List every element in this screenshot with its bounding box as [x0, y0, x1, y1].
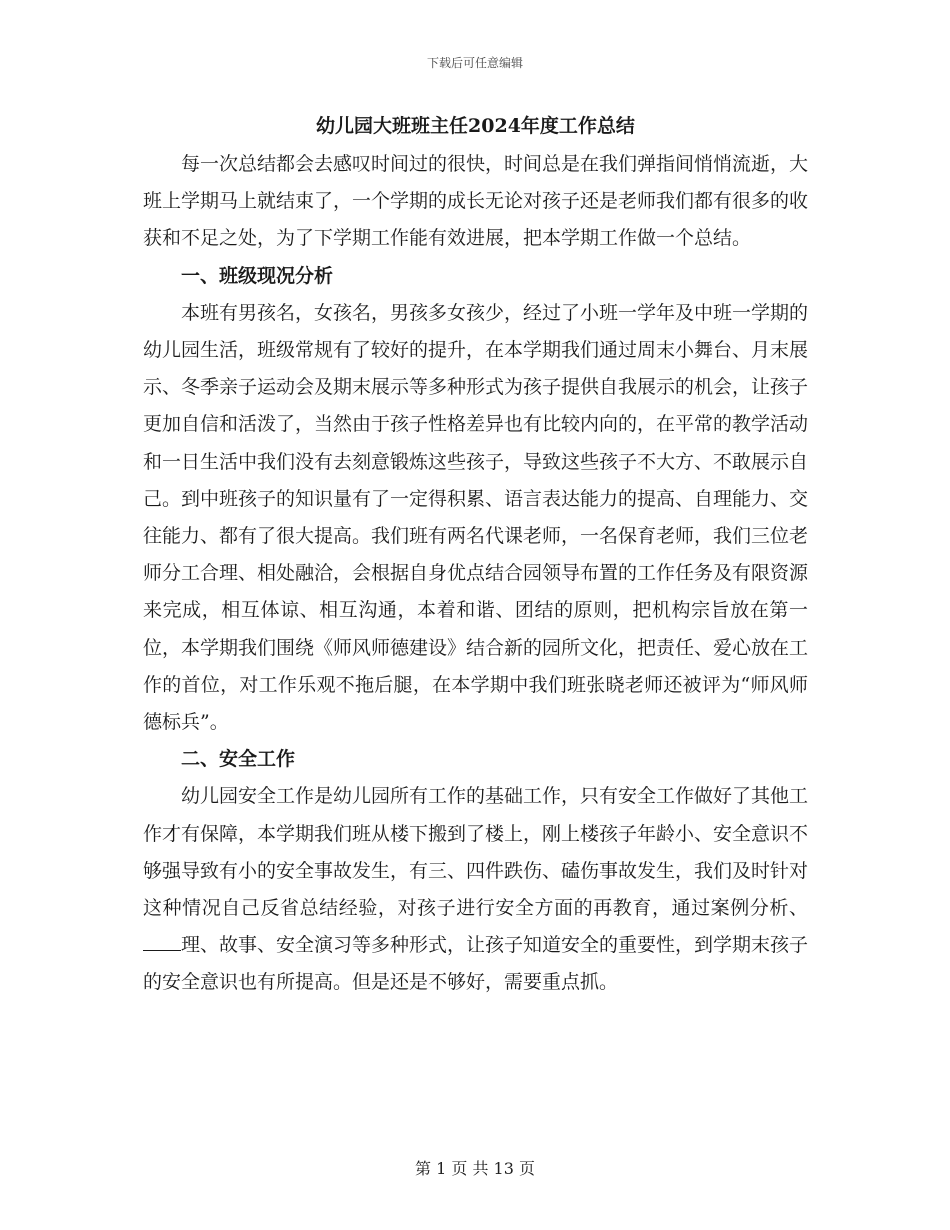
page-header-note: 下载后可任意编辑	[426, 56, 523, 70]
section-heading-class-analysis: 一、班级现况分析	[181, 264, 334, 287]
section-body-safety	[143, 778, 808, 1001]
safety-text-part-2: 理、故事、安全演习等多种形式，让孩子知道安全的重要性，到学期末孩子的安全意识也有所提高。但是还是不够好，需要重点抓。	[143, 934, 809, 994]
section-body-class-analysis: 本班有男孩名，女孩名，男孩多女孩少，经过了小班一学年及中班一学期的幼儿园生活，班级常规有了较好的提升，在本学期我们通过周末小舞台、月末展示、冬季亲子运动会及期末展示等多种形式为孩子提供自我展示的机会，让孩子更加自信和活泼了，当然由于孩子性格差异也有比较内向的，在平常的教学活动和一日生活中我们没有去刻意锻炼这些孩子，导致这些孩子不大方、不敢展示自己。到中班孩子的知识量有了一定得积累、语言表达能力的提高、自理能力、交往能力、都有了很大提高。我们班有两名代课老师，一名保育老师，我们三位老师分工合理、相处融洽，会根据自身优点结合园领导布置的工作任务及有限资源来完成，相互体谅、相互沟通，本着和谐、团结的原则，把机构宗旨放在第一位，本学期我们围绕《师风师德建设》结合新的园所文化，把责任、爱心放在工作的首位，对工作乐观不拖后腿，在本学期中我们班张晓老师还被评为“师风师德标兵”。	[143, 301, 809, 734]
intro-paragraph: 每一次总结都会去感叹时间过的很快，时间总是在我们弹指间悄悄流逝，大班上学期马上就结束了，一个学期的成长无论对孩子还是老师我们都有很多的收获和不足之处，为了下学期工作能有效进展，把本学期工作做一个总结。	[143, 153, 809, 250]
section-heading-safety: 二、安全工作	[181, 748, 296, 771]
safety-text-part-1: 幼儿园安全工作是幼儿园所有工作的基础工作，只有安全工作做好了其他工作才有保障，本学期我们班从楼下搬到了楼上，刚上楼孩子年龄小、安全意识不够强导致有小的安全事故发生，有三、四件跌伤、磕伤事故发生，我们及时针对这种情况自己反省总结经验，对孩子进行安全方面的再教育，通过案例分析、	[143, 785, 809, 920]
fill-in-blank	[143, 932, 181, 951]
document-title: 幼儿园大班班主任2024年度工作总结	[316, 115, 635, 137]
page-number: 第 1 页 共 13 页	[415, 1159, 535, 1178]
document-body	[143, 112, 808, 1002]
